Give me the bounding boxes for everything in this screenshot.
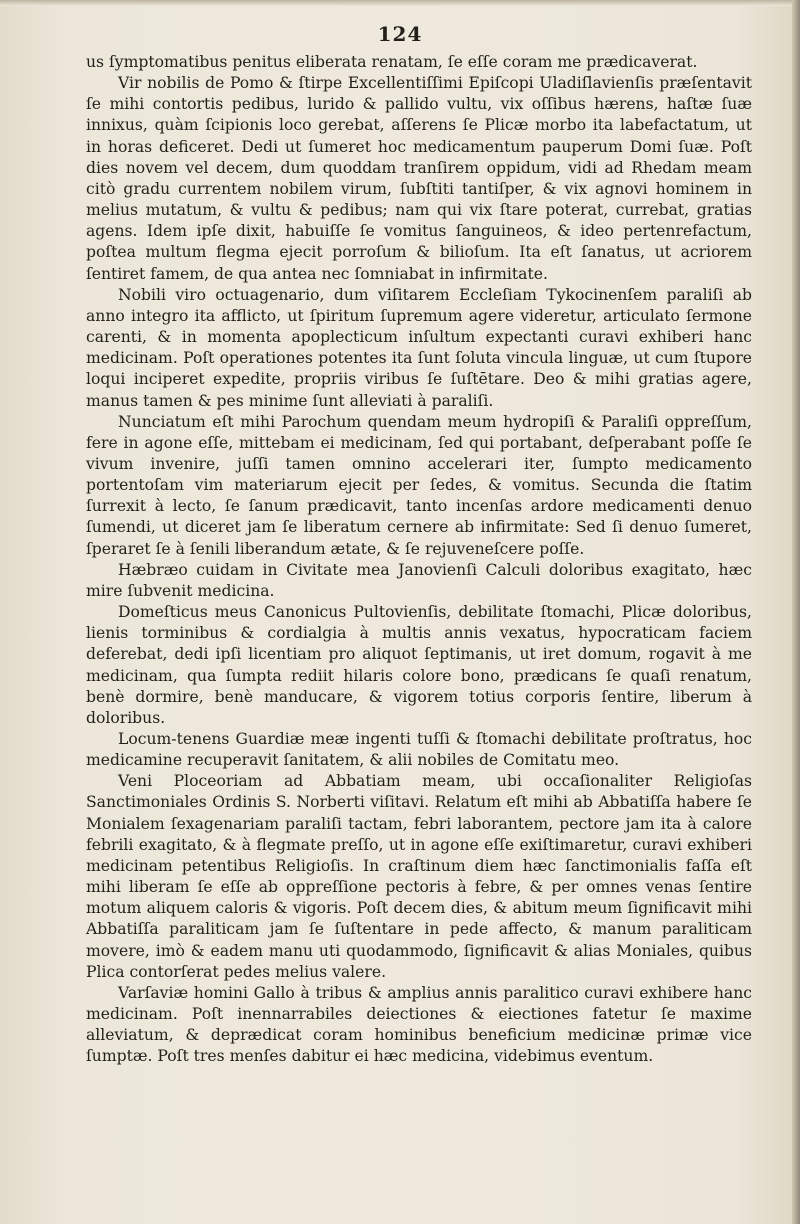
paragraph-ploceoria-abbey: Veni Ploceoriam ad Abbatiam meam, ubi occaſionaliter Religioſas Sanctimoniales Ordinis S. Norberti viſitavi. Relatum eſt mihi ab Abbatiſſa habere ſe Monialem ſexagenariam paraliſi tactam, febri laborantem, pectore jam ita à calore febrili exagitato, & à flegmate preſſo, ut in agone eſſe exiſtimaretur, curavi exhiberi medicinam petentibus Religioſis. In craſtinum diem hæc ſanctimonialis faſſa eſt mihi liberam ſe eſſe ab oppreſſione pectoris à febre, & per omnes venas ſentire motum aliquem caloris & vigoris. Poſt decem dies, & abitum meum ſignificavit mihi Abbatiſſa paraliticam jam ſe ſuſtentare in pede affecto, & manum paraliticam movere, imò & eadem manu uti quodammodo, ſignificavit & alias Moniales, quibus Plica contorſerat pedes melius valere. [86,772,752,981]
paragraph-canon-pultoviensis: Domeſticus meus Canonicus Pultovienſis, debilitate ſtomachi, Plicæ doloribus, lienis torminibus & cordialgia à multis annis vexatus, hypocraticam faciem deferebat, dedi ipſi licentiam pro aliquot ſeptimanis, ut iret domum, rogavit à me medicinam, qua ſumpta rediit hilaris colore bono, prædicans ſe quaſi renatum, benè dormire, benè manducare, & vigorem totius corporis ſentire, liberum à doloribus. [86,603,752,727]
page-binding-edge [792,0,800,1224]
paragraph-varsavia-gallus: Varſaviæ homini Gallo à tribus & amplius annis paralitico curavi exhibere hanc medicinam. Poſt inennarrabiles deiectiones & eiectiones fatetur ſe maxime alleviatum, & deprædicat coram hominibus beneficium medicinæ primæ vice ſumptæ. Poſt tres menſes dabitur ei hæc medicina, videbimus eventum. [86,983,752,1066]
paragraph-hebrew-calculi: Hæbræo cuidam in Civitate mea Janovienſi Calculi doloribus exagitato, hæc mire ſubvenit medicina. [86,560,752,600]
paragraph-locum-tenens: Locum-tenens Guardiæ meæ ingenti tuſſi & ſtomachi debilitate proſtratus, hoc medicamine recuperavit ſanitatem, & alii nobiles de Comitatu meo. [86,730,752,770]
body-text [86,52,752,1068]
paragraph-parish-priest: Nunciatum eſt mihi Parochum quendam meum hydropiſi & Paraliſi oppreſſum, fere in agone eſſe, mittebam ei medicinam, ſed qui portabant, deſperabant poſſe ſe vivum invenire, juſſi tamen omnino accelerari iter, ſumpto medicamento portentoſam vim materiarum ejecit per ſedes, & vomitus. Secunda die ſtatim ſurrexit à lecto, ſe ſanum prædicavit, tanto incenſas ardore medicamenti denuo ſumendi, ut diceret jam ſe liberatum cernere ab infirmitate: Sed ſi denuo ſumeret, ſperaret ſe à ſenili liberandum ætate, & ſe rejuveneſcere poſſe. [86,412,752,558]
page-top-edge [0,0,800,6]
paragraph-continuation: us ſymptomatibus penitus eliberata renatam, ſe eſſe coram me prædicaverat. [86,53,698,71]
page-number: 124 [377,22,423,46]
paragraph-octogenarian: Nobili viro octuagenario, dum viſitarem Eccleſiam Tykocinenſem paraliſi ab anno integro ita afflicto, ut ſpiritum ſupremum agere videretur, articulato ſermone carenti, & in momenta apoplecticum inſultum expectanti curavi exhiberi hanc medicinam. Poſt operationes potentes ita ſunt ſoluta vincula linguæ, ut cum ſtupore loqui inciperet expedite, propriis viribus ſe ſuſtētare. Deo & mihi gratias agere, manus tamen & pes minime ſunt alleviati à paraliſi. [86,285,752,410]
paragraph-nobleman-de-pomo: Vir nobilis de Pomo & ſtirpe Excellentiſſimi Epiſcopi Uladiſlavienſis præſentavit ſe mihi contortis pedibus, lurido & pallido vultu, vix oſſibus hærens, haſtæ ſuæ innixus, quàm ſcipionis loco gerebat, aſſerens ſe Plicæ morbo ita labefactatum, ut in horas deficeret. Dedi ut ſumeret hoc medicamentum pauperum Domi ſuæ. Poſt dies novem vel decem, dum quoddam tranſirem oppidum, vidi ad Rhedam meam citò gradu currentem nobilem virum, ſubſtiti tantiſper, & vix agnovi hominem in melius mutatum, & vultu & pedibus; nam qui vix ſtare poterat, currebat, gratias agens. Idem ipſe dixit, habuiſſe ſe vomitus ſanguineos, & ideo pertenrefactum, poſtea multum flegma ejecit porroſum & bilioſum. Ita eſt ſanatus, ut acriorem ſentiret famem, de qua antea nec ſomniabat in infirmitate. [86,74,752,283]
